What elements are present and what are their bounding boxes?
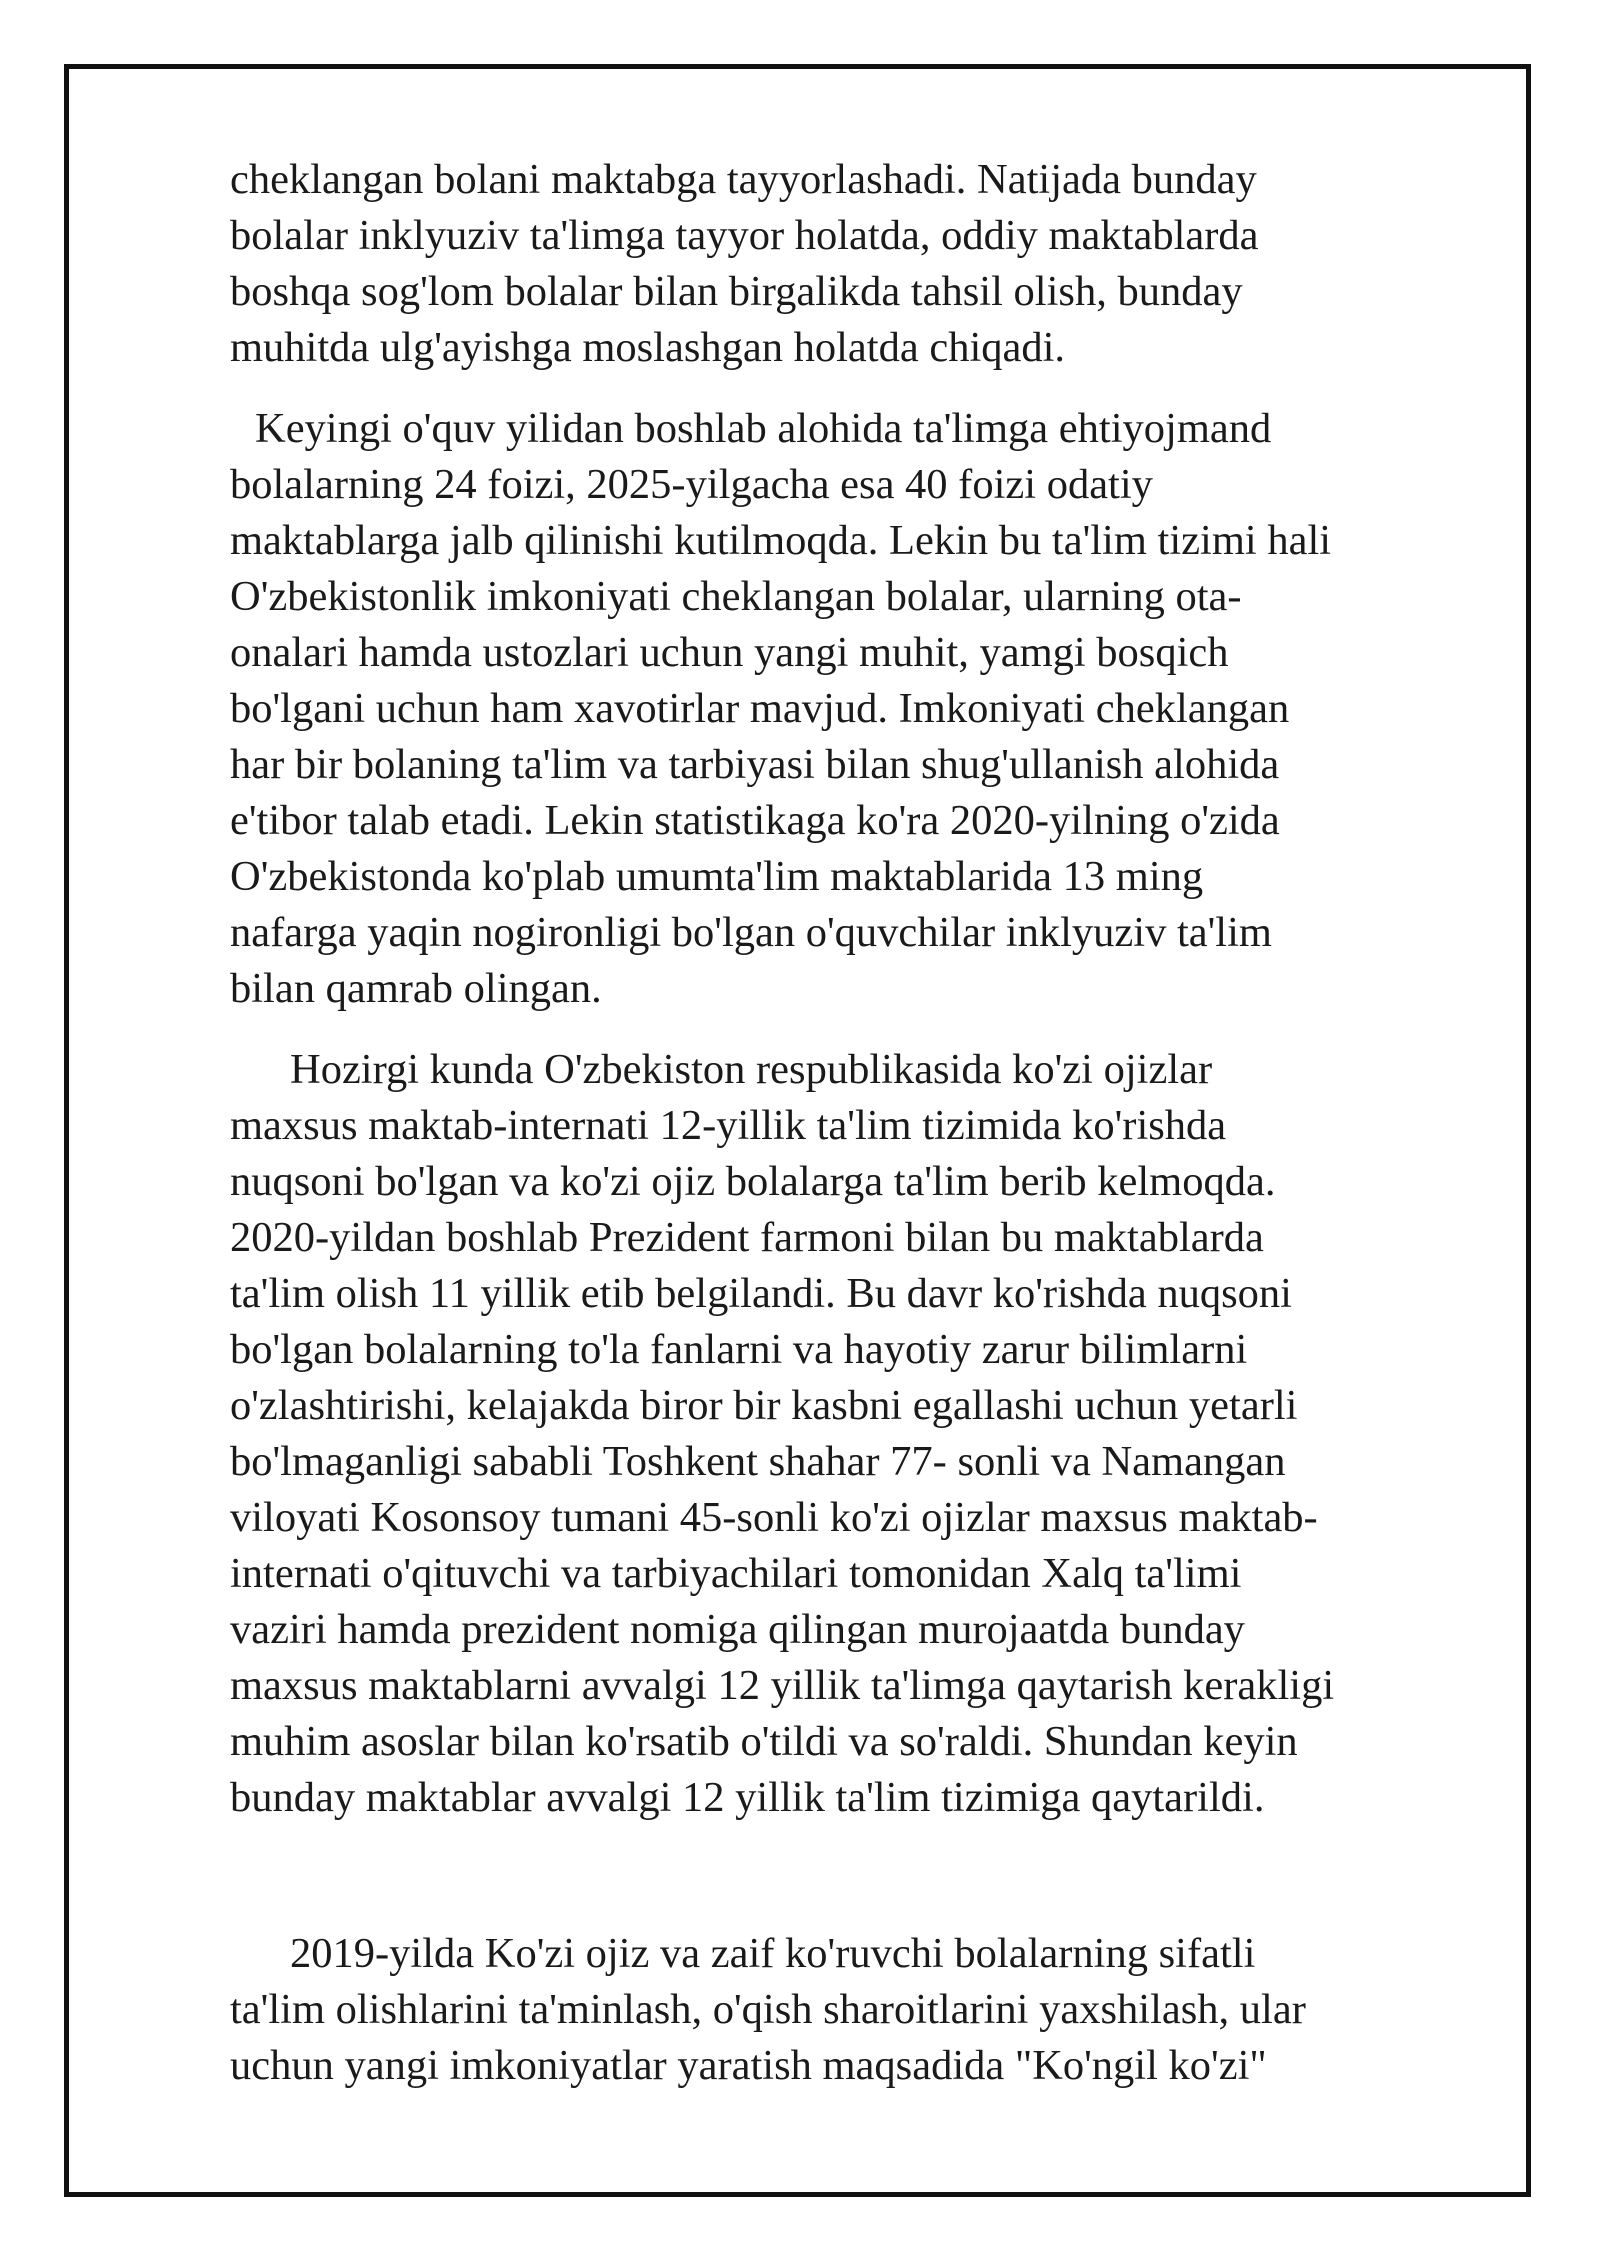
document-body <box>230 152 1530 2094</box>
text-line: har bir bolaning ta'lim va tarbiyasi bilan shug'ullanish alohida <box>230 741 1280 788</box>
text-line: ta'lim olishlarini ta'minlash, o'qish sharoitlarini yaxshilash, ular <box>230 1986 1306 2033</box>
text-line: muhim asoslar bilan ko'rsatib o'tildi va so'raldi. Shundan keyin <box>230 1718 1298 1765</box>
text-line: 2020-yildan boshlab Prezident farmoni bilan bu maktablarda <box>230 1214 1264 1261</box>
text-line: ta'lim olish 11 yillik etib belgilandi. Bu davr ko'rishda nuqsoni <box>230 1270 1292 1317</box>
paragraph-1 <box>230 152 1530 376</box>
text-line: O'zbekistonda ko'plab umumta'lim maktablarida 13 ming <box>230 853 1204 900</box>
text-line: internati o'qituvchi va tarbiyachilari tomonidan Xalq ta'limi <box>230 1550 1242 1597</box>
text-line: nuqsoni bo'lgan va ko'zi ojiz bolalarga ta'lim berib kelmoqda. <box>230 1158 1276 1205</box>
text-line: bo'lgan bolalarning to'la fanlarni va hayotiy zarur bilimlarni <box>230 1326 1248 1373</box>
text-line: bo'lgani uchun ham xavotirlar mavjud. Imkoniyati cheklangan <box>230 685 1290 732</box>
text-line: cheklangan bolani maktabga tayyorlashadi. Natijada bunday <box>230 156 1257 203</box>
text-line: o'zlashtirishi, kelajakda biror bir kasbni egallashi uchun yetarli <box>230 1382 1298 1429</box>
text-line: maktablarga jalb qilinishi kutilmoqda. Lekin bu ta'lim tizimi hali <box>230 517 1332 564</box>
text-line: bolalarning 24 foizi, 2025-yilgacha esa 40 foizi odatiy <box>230 461 1153 508</box>
text-line: O'zbekistonlik imkoniyati cheklangan bolalar, ularning ota- <box>230 573 1242 620</box>
paragraph-2 <box>230 401 1530 1017</box>
text-line: onalari hamda ustozlari uchun yangi muhit, yamgi bosqich <box>230 629 1229 676</box>
text-line: uchun yangi imkoniyatlar yaratish maqsadida "Ko'ngil ko'zi" <box>230 2042 1267 2089</box>
text-line: maxsus maktab-internati 12-yillik ta'lim tizimida ko'rishda <box>230 1102 1227 1149</box>
text-line: bolalar inklyuziv ta'limga tayyor holatda, oddiy maktablarda <box>230 212 1259 259</box>
text-line: nafarga yaqin nogironligi bo'lgan o'quvchilar inklyuziv ta'lim <box>230 909 1272 956</box>
text-line: bilan qamrab olingan. <box>230 965 602 1012</box>
text-line: e'tibor talab etadi. Lekin statistikaga ko'ra 2020-yilning o'zida <box>230 797 1280 844</box>
text-line: viloyati Kosonsoy tumani 45-sonli ko'zi ojizlar maxsus maktab- <box>230 1494 1318 1541</box>
text-line: boshqa sog'lom bolalar bilan birgalikda tahsil olish, bunday <box>230 268 1243 315</box>
text-line: maxsus maktablarni avvalgi 12 yillik ta'limga qaytarish kerakligi <box>230 1662 1335 1709</box>
text-line: bo'lmaganligi sababli Toshkent shahar 77- sonli va Namangan <box>230 1438 1286 1485</box>
text-line: vaziri hamda prezident nomiga qilingan murojaatda bunday <box>230 1606 1245 1653</box>
text-line: bunday maktablar avvalgi 12 yillik ta'lim tizimiga qaytarildi. <box>230 1774 1265 1821</box>
text-line: Keyingi o'quv yilidan boshlab alohida ta'limga ehtiyojmand <box>255 405 1272 452</box>
text-line: 2019-yilda Ko'zi ojiz va zaif ko'ruvchi bolalarning sifatli <box>290 1930 1256 1977</box>
text-line: muhitda ulg'ayishga moslashgan holatda chiqadi. <box>230 324 1066 371</box>
text-line: Hozirgi kunda O'zbekiston respublikasida ko'zi ojizlar <box>290 1046 1213 1093</box>
paragraph-4 <box>230 1926 1530 2094</box>
paragraph-3 <box>230 1042 1530 1826</box>
